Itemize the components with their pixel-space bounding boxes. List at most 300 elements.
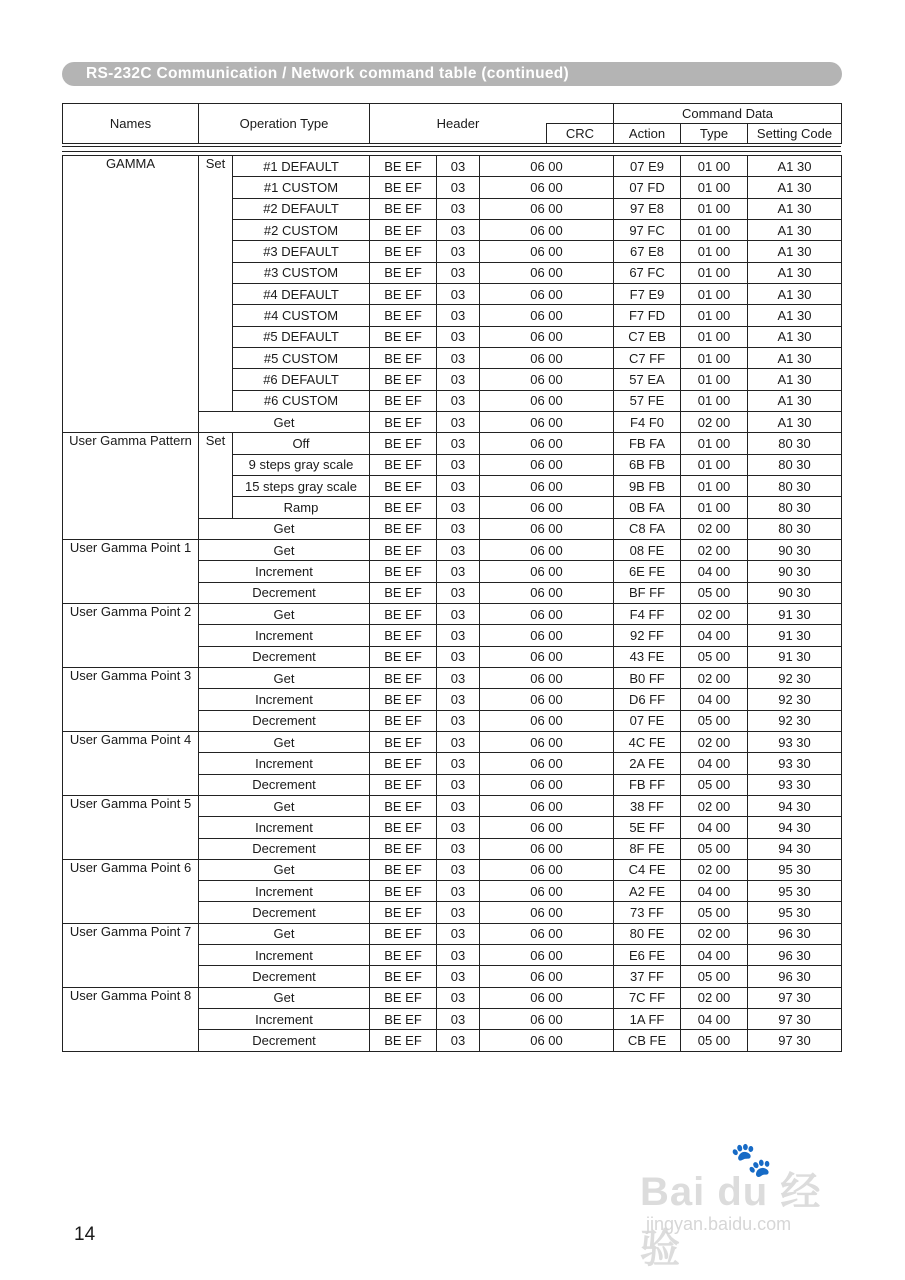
action-cell: 01 00 — [681, 326, 748, 347]
header-byte-cell: BE EF — [370, 411, 437, 432]
action-cell: 01 00 — [681, 454, 748, 475]
header-byte-cell: BE EF — [370, 433, 437, 454]
crc-cell: 6B FB — [614, 454, 681, 475]
operation-cell: #4 CUSTOM — [233, 305, 370, 326]
action-cell: 02 00 — [681, 603, 748, 624]
operation-cell: Decrement — [199, 646, 370, 667]
operation-cell: Get — [199, 795, 370, 816]
header-byte-cell: 03 — [437, 987, 480, 1008]
crc-cell: 92 FF — [614, 625, 681, 646]
col-header-command-data: Command Data — [614, 104, 842, 124]
operation-cell: 15 steps gray scale — [233, 475, 370, 496]
operation-cell: Decrement — [199, 966, 370, 987]
type-cell: 97 30 — [748, 1030, 842, 1051]
operation-cell: Get — [199, 667, 370, 688]
action-cell: 01 00 — [681, 369, 748, 390]
header-byte-cell: 06 00 — [480, 966, 614, 987]
header-byte-cell: 03 — [437, 859, 480, 880]
header-byte-cell: BE EF — [370, 326, 437, 347]
header-byte-cell: 03 — [437, 838, 480, 859]
row-name: User Gamma Point 5 — [63, 795, 199, 859]
action-cell: 02 00 — [681, 411, 748, 432]
header-byte-cell: 03 — [437, 369, 480, 390]
header-byte-cell: BE EF — [370, 1030, 437, 1051]
crc-cell: 67 E8 — [614, 241, 681, 262]
crc-cell: BF FF — [614, 582, 681, 603]
header-byte-cell: 06 00 — [480, 475, 614, 496]
table-row — [63, 795, 842, 816]
table-row — [63, 923, 842, 944]
watermark-url: jingyan.baidu.com — [646, 1214, 792, 1234]
header-byte-cell: BE EF — [370, 710, 437, 731]
col-header-action: Action — [614, 124, 681, 144]
crc-cell: C7 FF — [614, 347, 681, 368]
operation-cell: #3 DEFAULT — [233, 241, 370, 262]
header-byte-cell: 03 — [437, 390, 480, 411]
operation-cell: Increment — [199, 881, 370, 902]
crc-cell: F7 FD — [614, 305, 681, 326]
header-byte-cell: 03 — [437, 603, 480, 624]
header-byte-cell: 06 00 — [480, 497, 614, 518]
header-byte-cell: BE EF — [370, 475, 437, 496]
action-cell: 05 00 — [681, 774, 748, 795]
table-row — [63, 859, 842, 880]
crc-cell: 57 EA — [614, 369, 681, 390]
type-cell: 96 30 — [748, 923, 842, 944]
action-cell: 02 00 — [681, 667, 748, 688]
header-byte-cell: 03 — [437, 305, 480, 326]
type-cell: 97 30 — [748, 987, 842, 1008]
header-byte-cell: 03 — [437, 966, 480, 987]
crc-cell: 2A FE — [614, 753, 681, 774]
crc-cell: 8F FE — [614, 838, 681, 859]
set-label: Set — [199, 433, 233, 518]
header-byte-cell: 06 00 — [480, 433, 614, 454]
header-byte-cell: BE EF — [370, 539, 437, 560]
crc-cell: C4 FE — [614, 859, 681, 880]
action-cell: 05 00 — [681, 582, 748, 603]
header-byte-cell: 06 00 — [480, 795, 614, 816]
header-byte-cell: 06 00 — [480, 774, 614, 795]
table-row — [63, 987, 842, 1008]
header-byte-cell: 06 00 — [480, 198, 614, 219]
header-byte-cell: 03 — [437, 731, 480, 752]
header-byte-cell: 06 00 — [480, 881, 614, 902]
type-cell: 93 30 — [748, 753, 842, 774]
header-byte-cell: BE EF — [370, 198, 437, 219]
crc-cell: F4 FF — [614, 603, 681, 624]
header-byte-cell: BE EF — [370, 262, 437, 283]
header-byte-cell: 06 00 — [480, 625, 614, 646]
operation-cell: Increment — [199, 1009, 370, 1030]
header-byte-cell: 06 00 — [480, 923, 614, 944]
operation-cell: 9 steps gray scale — [233, 454, 370, 475]
type-cell: 92 30 — [748, 710, 842, 731]
header-byte-cell: 03 — [437, 795, 480, 816]
crc-cell: CB FE — [614, 1030, 681, 1051]
header-byte-cell: BE EF — [370, 923, 437, 944]
header-byte-cell: 03 — [437, 411, 480, 432]
header-byte-cell: 03 — [437, 923, 480, 944]
operation-cell: #2 DEFAULT — [233, 198, 370, 219]
action-cell: 05 00 — [681, 966, 748, 987]
header-byte-cell: 03 — [437, 774, 480, 795]
crc-cell: 07 E9 — [614, 156, 681, 177]
header-byte-cell: BE EF — [370, 241, 437, 262]
operation-cell: Get — [199, 987, 370, 1008]
header-byte-cell: BE EF — [370, 369, 437, 390]
header-byte-cell: 06 00 — [480, 326, 614, 347]
operation-cell: Get — [199, 539, 370, 560]
crc-cell: 5E FF — [614, 817, 681, 838]
type-cell: A1 30 — [748, 326, 842, 347]
operation-cell: Get — [199, 518, 370, 539]
crc-cell: E6 FE — [614, 945, 681, 966]
row-name: User Gamma Point 2 — [63, 603, 199, 667]
action-cell: 01 00 — [681, 283, 748, 304]
action-cell: 02 00 — [681, 539, 748, 560]
header-byte-cell: 03 — [437, 497, 480, 518]
operation-cell: #3 CUSTOM — [233, 262, 370, 283]
header-byte-cell: 03 — [437, 1009, 480, 1030]
header-byte-cell: BE EF — [370, 283, 437, 304]
header-byte-cell: BE EF — [370, 795, 437, 816]
type-cell: 93 30 — [748, 774, 842, 795]
header-byte-cell: BE EF — [370, 731, 437, 752]
header-byte-cell: BE EF — [370, 902, 437, 923]
header-byte-cell: 06 00 — [480, 454, 614, 475]
header-byte-cell: 03 — [437, 753, 480, 774]
table-row — [63, 156, 842, 177]
header-byte-cell: 03 — [437, 689, 480, 710]
col-header-crc: CRC — [547, 124, 614, 144]
crc-cell: 37 FF — [614, 966, 681, 987]
crc-cell: 1A FF — [614, 1009, 681, 1030]
type-cell: A1 30 — [748, 219, 842, 240]
type-cell: 95 30 — [748, 902, 842, 923]
operation-cell: #4 DEFAULT — [233, 283, 370, 304]
type-cell: 96 30 — [748, 945, 842, 966]
header-byte-cell: BE EF — [370, 646, 437, 667]
header-byte-cell: 06 00 — [480, 945, 614, 966]
crc-cell: FB FA — [614, 433, 681, 454]
action-cell: 05 00 — [681, 710, 748, 731]
crc-cell: C8 FA — [614, 518, 681, 539]
type-cell: 80 30 — [748, 454, 842, 475]
page-number: 14 — [74, 1224, 96, 1245]
header-byte-cell: 06 00 — [480, 561, 614, 582]
operation-cell: Decrement — [199, 774, 370, 795]
header-byte-cell: BE EF — [370, 603, 437, 624]
header-byte-cell: 06 00 — [480, 646, 614, 667]
action-cell: 02 00 — [681, 987, 748, 1008]
operation-cell: Decrement — [199, 582, 370, 603]
type-cell: 95 30 — [748, 859, 842, 880]
action-cell: 01 00 — [681, 475, 748, 496]
header-byte-cell: BE EF — [370, 625, 437, 646]
header-byte-cell: 06 00 — [480, 539, 614, 560]
type-cell: 96 30 — [748, 966, 842, 987]
action-cell: 04 00 — [681, 881, 748, 902]
action-cell: 01 00 — [681, 219, 748, 240]
operation-cell: Decrement — [199, 710, 370, 731]
action-cell: 05 00 — [681, 902, 748, 923]
header-byte-cell: BE EF — [370, 667, 437, 688]
header-byte-cell: 03 — [437, 177, 480, 198]
crc-cell: F7 E9 — [614, 283, 681, 304]
header-byte-cell: 03 — [437, 454, 480, 475]
header-byte-cell: 06 00 — [480, 753, 614, 774]
header-byte-cell: 03 — [437, 710, 480, 731]
header-byte-cell: 06 00 — [480, 1030, 614, 1051]
type-cell: A1 30 — [748, 198, 842, 219]
type-cell: 90 30 — [748, 561, 842, 582]
header-byte-cell: 06 00 — [480, 817, 614, 838]
header-byte-cell: 06 00 — [480, 219, 614, 240]
header-byte-cell: 06 00 — [480, 347, 614, 368]
action-cell: 01 00 — [681, 156, 748, 177]
type-cell: A1 30 — [748, 262, 842, 283]
crc-cell: 43 FE — [614, 646, 681, 667]
crc-cell: 9B FB — [614, 475, 681, 496]
header-byte-cell: 03 — [437, 241, 480, 262]
crc-cell: D6 FF — [614, 689, 681, 710]
header-byte-cell: BE EF — [370, 582, 437, 603]
crc-cell: 97 FC — [614, 219, 681, 240]
type-cell: 92 30 — [748, 667, 842, 688]
header-byte-cell: 06 00 — [480, 156, 614, 177]
header-byte-cell: 03 — [437, 475, 480, 496]
operation-cell: #1 DEFAULT — [233, 156, 370, 177]
type-cell: A1 30 — [748, 177, 842, 198]
crc-cell: FB FF — [614, 774, 681, 795]
header-byte-cell: 06 00 — [480, 859, 614, 880]
crc-cell: C7 EB — [614, 326, 681, 347]
operation-cell: Increment — [199, 753, 370, 774]
col-header-names: Names — [63, 104, 199, 144]
type-cell: 80 30 — [748, 475, 842, 496]
type-cell: 90 30 — [748, 539, 842, 560]
header-byte-cell: 06 00 — [480, 369, 614, 390]
header-byte-cell: 03 — [437, 283, 480, 304]
header-byte-cell: BE EF — [370, 497, 437, 518]
action-cell: 02 00 — [681, 795, 748, 816]
type-cell: A1 30 — [748, 369, 842, 390]
header-byte-cell: 03 — [437, 219, 480, 240]
operation-cell: Increment — [199, 945, 370, 966]
header-byte-cell: 03 — [437, 817, 480, 838]
type-cell: 94 30 — [748, 817, 842, 838]
type-cell: A1 30 — [748, 283, 842, 304]
header-byte-cell: 06 00 — [480, 902, 614, 923]
operation-cell: Get — [199, 859, 370, 880]
header-byte-cell: 03 — [437, 518, 480, 539]
operation-cell: Increment — [199, 689, 370, 710]
table-row — [63, 731, 842, 752]
action-cell: 05 00 — [681, 646, 748, 667]
table-row — [63, 539, 842, 560]
type-cell: 80 30 — [748, 497, 842, 518]
col-header-operation-type: Operation Type — [199, 104, 370, 144]
row-name: User Gamma Point 4 — [63, 731, 199, 795]
header-byte-cell: 03 — [437, 347, 480, 368]
crc-cell: 6E FE — [614, 561, 681, 582]
row-name: User Gamma Point 3 — [63, 667, 199, 731]
type-cell: A1 30 — [748, 390, 842, 411]
header-byte-cell: BE EF — [370, 454, 437, 475]
operation-cell: #6 CUSTOM — [233, 390, 370, 411]
header-byte-cell: 06 00 — [480, 411, 614, 432]
header-byte-cell: BE EF — [370, 966, 437, 987]
action-cell: 05 00 — [681, 1030, 748, 1051]
header-byte-cell: BE EF — [370, 817, 437, 838]
header-byte-cell: 06 00 — [480, 838, 614, 859]
header-byte-cell: BE EF — [370, 774, 437, 795]
header-byte-cell: 03 — [437, 902, 480, 923]
watermark-logo: Bai du 经验 — [640, 1170, 822, 1271]
type-cell: A1 30 — [748, 347, 842, 368]
header-byte-cell: 06 00 — [480, 283, 614, 304]
header-byte-cell: BE EF — [370, 753, 437, 774]
header-divider — [62, 146, 841, 152]
row-name: User Gamma Point 7 — [63, 923, 199, 987]
header-byte-cell: BE EF — [370, 518, 437, 539]
header-byte-cell: 03 — [437, 881, 480, 902]
header-byte-cell: 03 — [437, 1030, 480, 1051]
type-cell: 94 30 — [748, 838, 842, 859]
header-byte-cell: BE EF — [370, 561, 437, 582]
banner-title: RS-232C Communication / Network command table (continued) — [86, 65, 570, 82]
table-header — [62, 103, 842, 144]
action-cell: 02 00 — [681, 859, 748, 880]
header-byte-cell: 06 00 — [480, 390, 614, 411]
type-cell: 93 30 — [748, 731, 842, 752]
header-byte-cell: 06 00 — [480, 1009, 614, 1030]
header-byte-cell: BE EF — [370, 1009, 437, 1030]
col-header-type: Type — [681, 124, 748, 144]
row-name: User Gamma Point 8 — [63, 987, 199, 1051]
crc-cell: 0B FA — [614, 497, 681, 518]
type-cell: 90 30 — [748, 582, 842, 603]
type-cell: A1 30 — [748, 156, 842, 177]
table-row — [63, 667, 842, 688]
operation-cell: Increment — [199, 817, 370, 838]
operation-cell: #1 CUSTOM — [233, 177, 370, 198]
header-byte-cell: 06 00 — [480, 710, 614, 731]
type-cell: 91 30 — [748, 646, 842, 667]
header-byte-cell: BE EF — [370, 390, 437, 411]
header-byte-cell: 03 — [437, 433, 480, 454]
crc-cell: 07 FE — [614, 710, 681, 731]
header-byte-cell: 06 00 — [480, 241, 614, 262]
crc-cell: 73 FF — [614, 902, 681, 923]
header-byte-cell: 06 00 — [480, 731, 614, 752]
action-cell: 04 00 — [681, 689, 748, 710]
operation-cell: Off — [233, 433, 370, 454]
action-cell: 01 00 — [681, 241, 748, 262]
type-cell: A1 30 — [748, 411, 842, 432]
col-header-setting-code: Setting Code — [748, 124, 842, 144]
action-cell: 02 00 — [681, 731, 748, 752]
operation-cell: #5 DEFAULT — [233, 326, 370, 347]
header-byte-cell: 06 00 — [480, 689, 614, 710]
type-cell: 91 30 — [748, 625, 842, 646]
action-cell: 02 00 — [681, 923, 748, 944]
header-byte-cell: 03 — [437, 156, 480, 177]
crc-cell: 57 FE — [614, 390, 681, 411]
operation-cell: #6 DEFAULT — [233, 369, 370, 390]
header-byte-cell: BE EF — [370, 156, 437, 177]
header-byte-cell: 06 00 — [480, 603, 614, 624]
type-cell: 80 30 — [748, 433, 842, 454]
header-byte-cell: 06 00 — [480, 305, 614, 326]
header-byte-cell: 03 — [437, 625, 480, 646]
action-cell: 05 00 — [681, 838, 748, 859]
header-byte-cell: BE EF — [370, 689, 437, 710]
header-byte-cell: 06 00 — [480, 987, 614, 1008]
operation-cell: Decrement — [199, 1030, 370, 1051]
type-cell: 80 30 — [748, 518, 842, 539]
operation-cell: Decrement — [199, 902, 370, 923]
action-cell: 01 00 — [681, 433, 748, 454]
action-cell: 01 00 — [681, 497, 748, 518]
operation-cell: Get — [199, 923, 370, 944]
header-byte-cell: BE EF — [370, 859, 437, 880]
action-cell: 04 00 — [681, 625, 748, 646]
header-byte-cell: 06 00 — [480, 667, 614, 688]
header-byte-cell: 03 — [437, 646, 480, 667]
header-byte-cell: 03 — [437, 262, 480, 283]
row-name: User Gamma Point 6 — [63, 859, 199, 923]
operation-cell: Ramp — [233, 497, 370, 518]
section-banner — [62, 62, 842, 86]
action-cell: 01 00 — [681, 198, 748, 219]
header-byte-cell: 03 — [437, 582, 480, 603]
header-byte-cell: BE EF — [370, 305, 437, 326]
paw-icon: 🐾 — [730, 1141, 773, 1179]
header-byte-cell: BE EF — [370, 987, 437, 1008]
action-cell: 04 00 — [681, 1009, 748, 1030]
type-cell: 97 30 — [748, 1009, 842, 1030]
header-byte-cell: 03 — [437, 945, 480, 966]
crc-cell: 80 FE — [614, 923, 681, 944]
crc-cell: 7C FF — [614, 987, 681, 1008]
command-table — [62, 155, 842, 1052]
crc-cell: 38 FF — [614, 795, 681, 816]
baidu-watermark — [640, 1140, 860, 1271]
header-byte-cell: BE EF — [370, 838, 437, 859]
action-cell: 01 00 — [681, 177, 748, 198]
operation-cell: Increment — [199, 625, 370, 646]
crc-cell: A2 FE — [614, 881, 681, 902]
header-byte-cell: 06 00 — [480, 518, 614, 539]
col-header-header: Header — [370, 104, 547, 144]
row-name: User Gamma Point 1 — [63, 539, 199, 603]
crc-cell: B0 FF — [614, 667, 681, 688]
header-byte-cell: 06 00 — [480, 177, 614, 198]
crc-cell: 08 FE — [614, 539, 681, 560]
header-byte-cell: 06 00 — [480, 582, 614, 603]
header-byte-cell: 06 00 — [480, 262, 614, 283]
action-cell: 04 00 — [681, 817, 748, 838]
operation-cell: #2 CUSTOM — [233, 219, 370, 240]
action-cell: 02 00 — [681, 518, 748, 539]
action-cell: 04 00 — [681, 945, 748, 966]
header-byte-cell: BE EF — [370, 347, 437, 368]
header-byte-cell: 03 — [437, 326, 480, 347]
table-row — [63, 433, 842, 454]
operation-cell: Get — [199, 411, 370, 432]
